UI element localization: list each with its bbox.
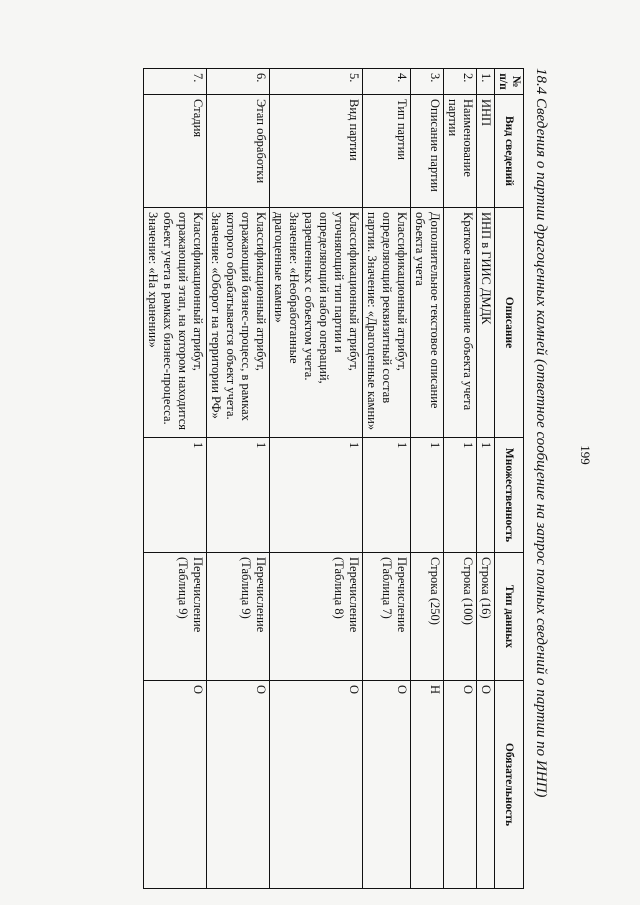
row-multiplicity: 1 (411, 438, 444, 553)
row-description: Классификационный атрибут, отражающий этап, на котором находится объект учета в рамках бизнес-процесса. Значение: «На хранении» (144, 208, 207, 438)
table-row (144, 69, 207, 889)
table-header-row (495, 69, 524, 889)
row-description: Классификационный атрибут, определяющий реквизитный состав партии. Значение: «Драгоценные камни» (363, 208, 411, 438)
row-data-type: Перечисление (Таблица 9) (144, 553, 207, 681)
row-multiplicity: 1 (144, 438, 207, 553)
row-description: Дополнительное текстовое описание объекта учета (411, 208, 444, 438)
row-type: Этап обработки (207, 95, 270, 208)
row-description: Классификационный атрибут, отражающий бизнес-процесс, в рамках которого обрабатывается объект учета. Значение: «Оборот на территории РФ» (207, 208, 270, 438)
row-num: 1. (477, 69, 495, 95)
page-number: 199 (578, 445, 593, 465)
row-type: Описание партии (411, 95, 444, 208)
row-num: 4. (363, 69, 411, 95)
table-row (477, 69, 495, 889)
row-data-type: Перечисление (Таблица 7) (363, 553, 411, 681)
row-required: О (477, 681, 495, 889)
row-required: О (444, 681, 477, 889)
table-row (270, 69, 363, 889)
row-multiplicity: 1 (444, 438, 477, 553)
row-num: 5. (270, 69, 363, 95)
row-num: 6. (207, 69, 270, 95)
row-data-type: Перечисление (Таблица 9) (207, 553, 270, 681)
row-data-type: Строка (16) (477, 553, 495, 681)
row-multiplicity: 1 (363, 438, 411, 553)
row-type: Стадия (144, 95, 207, 208)
table-row (207, 69, 270, 889)
header-required: Обязательность (495, 681, 524, 889)
row-num: 7. (144, 69, 207, 95)
table-row (444, 69, 477, 889)
row-description: ИНП в ГИИС ДМДК (477, 208, 495, 438)
row-multiplicity: 1 (207, 438, 270, 553)
row-num: 3. (411, 69, 444, 95)
header-data-type: Тип данных (495, 553, 524, 681)
header-type: Вид сведений (495, 95, 524, 208)
header-multiplicity: Множественность (495, 438, 524, 553)
row-type: Наименование партии (444, 95, 477, 208)
row-type: Вид партии (270, 95, 363, 208)
row-type: Тип партии (363, 95, 411, 208)
row-data-type: Строка (250) (411, 553, 444, 681)
row-description: Классификационный атрибут, уточняющий тип партии и определяющий набор операций, разрешенных с объектом учета. Значение: «Необработанные драгоценные камни» (270, 208, 363, 438)
row-required: О (363, 681, 411, 889)
row-required: О (270, 681, 363, 889)
row-data-type: Строка (100) (444, 553, 477, 681)
section-title: 18.4 Сведения о партии драгоценных камней (ответное сообщение на запрос полных сведений о партии по ИНП) (533, 68, 549, 798)
header-num: № п/п (495, 69, 524, 95)
table-row (363, 69, 411, 889)
row-num: 2. (444, 69, 477, 95)
table-row (411, 69, 444, 889)
row-type: ИНП (477, 95, 495, 208)
header-description: Описание (495, 208, 524, 438)
row-description: Краткое наименование объекта учета (444, 208, 477, 438)
row-required: О (144, 681, 207, 889)
row-required: Н (411, 681, 444, 889)
row-required: О (207, 681, 270, 889)
attributes-table (143, 68, 524, 889)
row-multiplicity: 1 (270, 438, 363, 553)
rotated-document (50, 68, 550, 888)
row-multiplicity: 1 (477, 438, 495, 553)
row-data-type: Перечисление (Таблица 8) (270, 553, 363, 681)
